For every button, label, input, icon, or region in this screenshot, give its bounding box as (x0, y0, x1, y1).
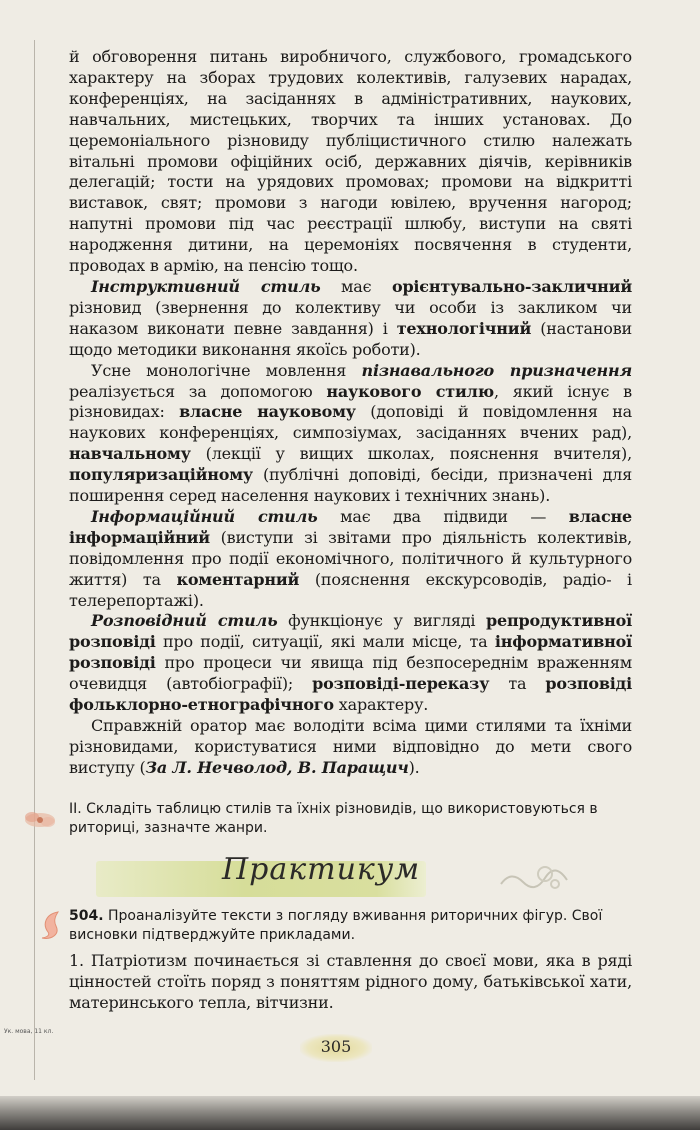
quote-1: 1. Патріотизм починається зі ставлення до своєї мови, яка в ряді цінностей стоїть поряд з поняттям рідного дому, батьківської хати, материнського тепла, вітчизни. (69, 951, 632, 1012)
exercise-text (69, 951, 632, 1014)
text: (виступи зі звітами про діяльність колективів, повідомлення про події економічного, політичного й культурного життя) та (69, 527, 632, 589)
text: (пояснення екскурсоводів, радіо- і телерепортажі). (69, 569, 632, 610)
text: про події, ситуації, які мали місце, та (155, 632, 495, 652)
text: Справжній оратор має володіти всіма цими стилями та їхніми різновидами, користуватися ними відповідно до мети свого виступу ( (69, 716, 632, 777)
task-number: 504. (69, 908, 104, 924)
swirl-decoration-icon (495, 862, 575, 896)
source-citation: За Л. Нечволод, В. Паращич (145, 757, 409, 777)
page-number: 305 (320, 1037, 352, 1056)
term: пізнавального призначення (361, 360, 632, 380)
paragraph-cognitive (69, 361, 632, 507)
paragraph-instructive (69, 277, 632, 361)
bold-term: розповіді-переказу (312, 674, 490, 694)
text: реалізується за допомогою (69, 381, 327, 401)
bold-term: інформативної розповіді (69, 632, 632, 673)
text: , який існує в різновидах: (69, 381, 632, 422)
bold-term: орієнтувально-закличний (391, 276, 633, 296)
text: різновид (звернення до колективу чи особи із закликом чи наказом виконати певне завдання) і (69, 297, 632, 338)
bold-term: репродуктивної розповіді (69, 611, 632, 652)
task-504-instruction (69, 907, 632, 945)
paragraph-narrative (69, 611, 632, 716)
bold-term: власне інформаційний (69, 506, 632, 547)
text: характеру. (333, 695, 429, 715)
bold-term: популяризаційному (69, 465, 253, 485)
task-ii-instruction: II. Складіть таблицю стилів та їхніх різновидів, що використовуються в риториці, зазначте жанри. (69, 801, 598, 836)
text: Усне монологічне мовлення (91, 360, 362, 380)
text: про процеси чи явища під безпосереднім враженням очевидця (автобіографії); (69, 653, 632, 694)
bold-term: навчальному (69, 444, 191, 464)
paragraph-informational (69, 507, 632, 612)
section-title: Практикум (222, 852, 421, 887)
side-note: Ук. мова, 11 кл. (4, 1028, 54, 1035)
bold-term: коментарний (176, 569, 300, 589)
paragraph-conclusion (69, 716, 632, 779)
text: (настанови щодо методики виконання якоїсь роботи). (69, 318, 632, 359)
text: та (489, 674, 546, 694)
bold-term: власне науковому (179, 402, 356, 422)
bold-term: розповіді фольклорно-етнографічного (69, 674, 632, 715)
text: має (320, 276, 392, 296)
text: (публічні доповіді, бесіди, призначені для поширення серед населення наукових і технічних знань). (69, 465, 632, 506)
flower-icon (20, 808, 60, 832)
main-text (69, 47, 632, 779)
text: (лекції у вищих школах, пояснення вчителя), (190, 444, 632, 464)
text: має два підвиди — (317, 506, 569, 526)
term: Інформаційний стиль (91, 506, 318, 526)
term: Розповідний стиль (91, 611, 278, 631)
term: Інструктивний стиль (91, 276, 321, 296)
page-bottom-edge (0, 1096, 700, 1130)
task-text: Проаналізуйте тексти з погляду вживання риторичних фігур. Свої висновки підтверджуйте прикладами. (69, 908, 603, 943)
page-gutter-line (34, 40, 35, 1080)
bold-term: наукового стилю (326, 381, 494, 401)
paragraph-1: й обговорення питань виробничого, службового, громадського характеру на зборах трудових колективів, галузевих нарадах, конференціях, на засіданнях в адміністративних, наукових, навчальних, мистецьких, творчих та інших установах. До церемоніального різновиду публіцистичного стилю належать вітальні промови офіційних осіб, державних діячів, керівників делегацій; тости на урядових промовах; промови на відкритті виставок, свят; промови з нагоди ювілею, вручення нагород; напутні промови під час реєстрації шлюбу, виступи на святі народження дитини, на церемоніях посвячення в студенти, проводах в армію, на пенсію тощо. (69, 47, 632, 276)
text: функціонує у вигляді (277, 611, 487, 631)
text: ). (408, 757, 420, 777)
bold-term: технологічний (396, 318, 532, 338)
text: (доповіді й повідомлення на наукових конференціях, симпозіумах, засіданнях вчених рад), (69, 402, 633, 443)
page-number-highlight (300, 1034, 372, 1062)
marker-icon (38, 910, 64, 940)
